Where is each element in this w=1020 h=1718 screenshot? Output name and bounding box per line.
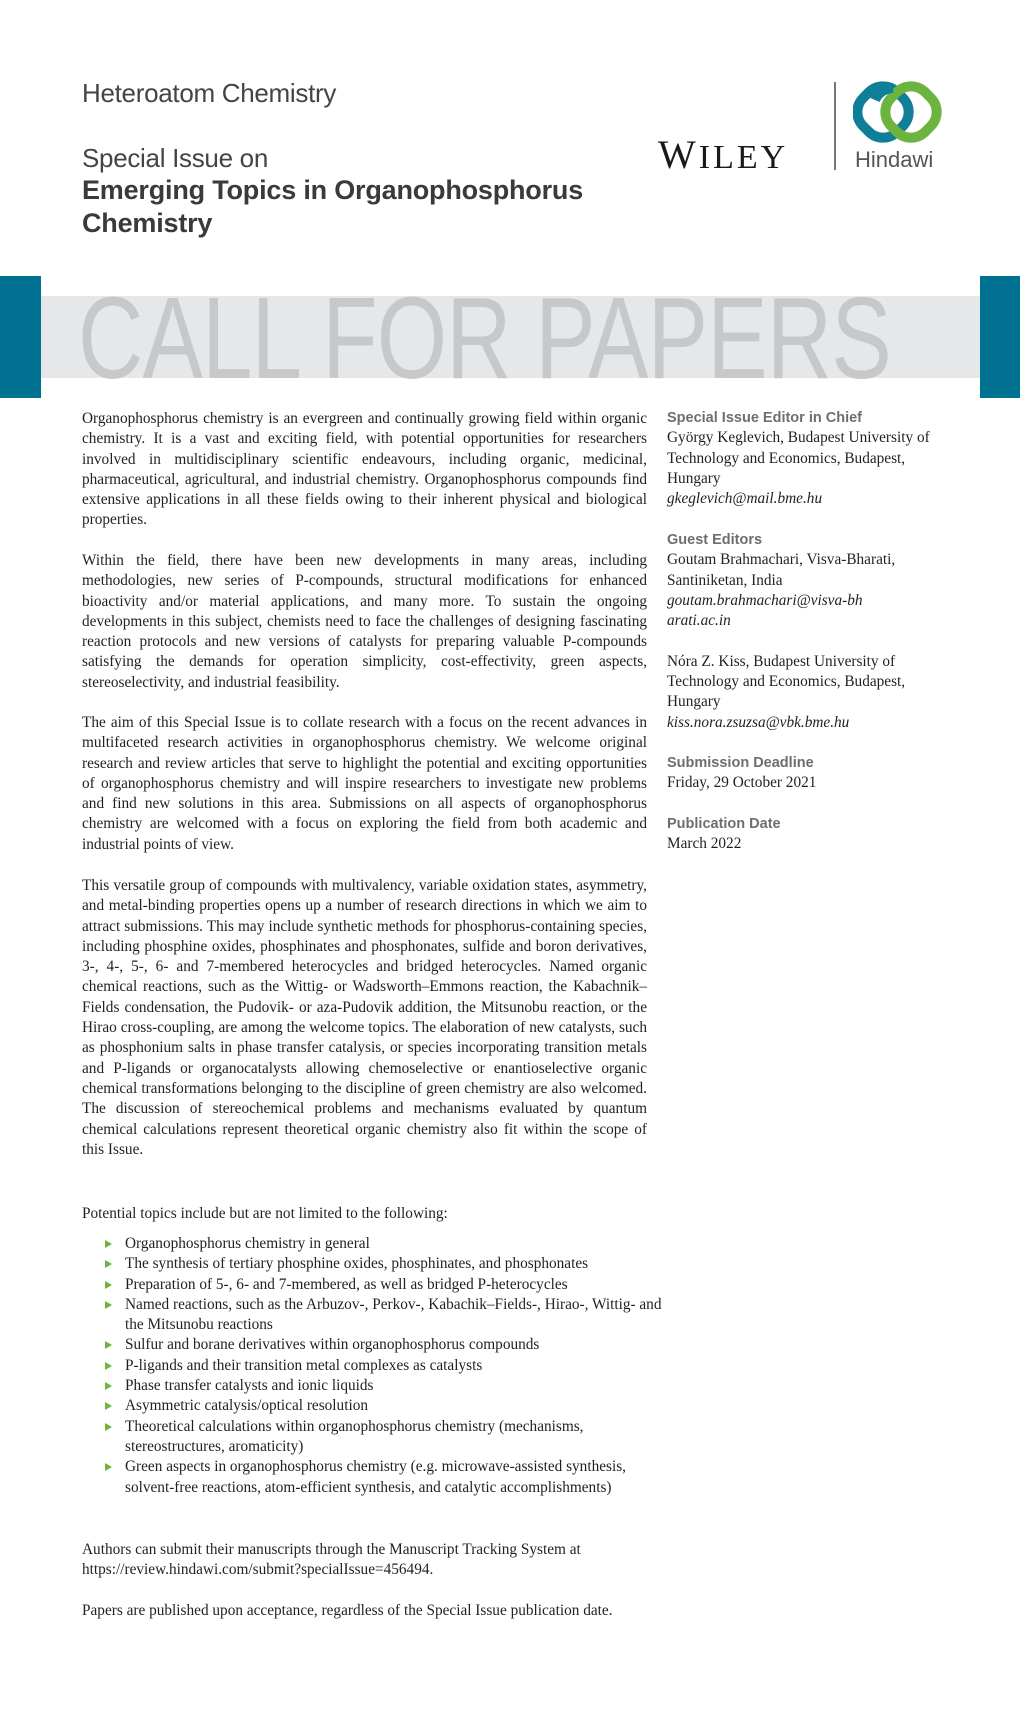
triangle-bullet-icon — [105, 1240, 112, 1248]
topic-text: The synthesis of tertiary phosphine oxides, phosphinates, and phosphonates — [125, 1255, 589, 1273]
list-item — [105, 1396, 665, 1416]
triangle-bullet-icon — [105, 1341, 112, 1349]
triangle-bullet-icon — [105, 1362, 112, 1370]
triangle-bullet-icon — [105, 1463, 112, 1471]
triangle-bullet-icon — [105, 1402, 112, 1410]
triangle-bullet-icon — [105, 1301, 112, 1309]
aim-paragraph: The aim of this Special Issue is to collate research with a focus on the recent advances in multifaceted research activities in organophosphorus chemistry. We welcome original research and review articles that serve to highlight the potential and exciting opportunities of organophosphorus chemistry and will inspire researchers to investigate new problems and find new solutions in this area. Submissions on all aspects of organophosphorus chemistry are welcomed with a focus on exploring the field from both academic and industrial points of view. — [82, 714, 647, 853]
submission-instructions: Authors can submit their manuscripts through the Manuscript Tracking System at https://review.hindawi.com/submit?specialIssue=456494. — [82, 1541, 581, 1579]
wiley-logo: WILEY — [658, 132, 789, 177]
triangle-bullet-icon — [105, 1382, 112, 1390]
editor-affiliation: Nóra Z. Kiss, Budapest University of Technology and Economics, Budapest, Hungary — [667, 652, 906, 711]
intro-paragraph: Organophosphorus chemistry is an evergreen and continually growing field within organic chemistry. It is a vast and exciting field, with potential opportunities for researchers involved in multidisciplinary scientific endeavours, including organic, medicinal, pharmaceutical, agricultural, and industrial chemistry. Organophosphorus compounds find extensive applications in all these fields owing to their inherent physical and biological properties. — [82, 410, 647, 529]
section-heading: Publication Date — [667, 816, 781, 832]
topic-text: Theoretical calculations within organophosphorus chemistry (mechanisms, stereostructures, aromaticity) — [125, 1417, 584, 1455]
topic-text: Phase transfer catalysts and ionic liquids — [125, 1377, 374, 1395]
deadline-date: Friday, 29 October 2021 — [667, 774, 817, 792]
section-heading: Special Issue Editor in Chief — [667, 410, 862, 426]
hindawi-rings-icon — [853, 80, 943, 148]
topic-text: Green aspects in organophosphorus chemistry (e.g. microwave-assisted synthesis, solvent-free reactions, atom-efficient synthesis, and catalytic accomplishments) — [125, 1458, 627, 1496]
triangle-bullet-icon — [105, 1260, 112, 1268]
section-heading: Submission Deadline — [667, 755, 814, 771]
logo-divider — [834, 82, 836, 170]
topic-text: Asymmetric catalysis/optical resolution — [125, 1397, 368, 1415]
topics-list — [105, 1234, 665, 1498]
editor-email[interactable]: goutam.brahmachari@visva-bharati.ac.in — [667, 591, 863, 630]
publication-note: Papers are published upon acceptance, regardless of the Special Issue publication date. — [82, 1602, 613, 1619]
scope-paragraph: This versatile group of compounds with multivalency, variable oxidation states, asymmetry, and metal-binding properties opens up a number of research directions in which we aim to attract submissions. This may include synthetic methods for phosphorus-containing species, including phosphine oxides, phosphinates and phosphonates, sulfide and boron derivatives, 3-, 4-, 5-, 6- and 7-membered heterocycles and bridged heterocycles. Named organic chemical reactions, such as the Wittig- or Wadsworth–Emmons reaction, the Kabachnik–Fields condensation, the Pudovik- or aza-Pudovik addition, the Mitsunobu reaction, or the Hirao cross-coupling, are among the welcome topics. The elaboration of new catalysts, such as phosphonium salts in phase transfer catalysis, or species incorporating transition metals and P-ligands or organocatalysts allowing chemoselective or enantioselective organic chemical transformations belonging to the discipline of green chemistry are also welcomed. The discussion of stereochemical problems and mechanisms evaluated by quantum chemical calculations represent theoretical organic chemistry also fit within the scope of this Issue. — [82, 877, 647, 1158]
section-heading: Guest Editors — [667, 532, 763, 548]
list-item — [105, 1275, 665, 1295]
submission-deadline-section — [667, 753, 947, 794]
list-item — [105, 1457, 665, 1498]
editor-email[interactable]: kiss.nora.zsuzsa@vbk.bme.hu — [667, 713, 850, 731]
list-item — [105, 1234, 665, 1254]
publication-date-section — [667, 814, 947, 855]
list-item — [105, 1417, 665, 1458]
developments-paragraph: Within the field, there have been new developments in many areas, including methodologies, new series of P-compounds, structural modifications for enhanced bioactivity and/or material applications, and many more. To sustain the ongoing developments in this subject, chemists need to face the challenges of designing fascinating reaction protocols and new versions of catalysts for preparing valuable P-compounds satisfying the demands for operation simplicity, cost-effectivity, green aspects, stereoselectivity, and industrial feasibility. — [82, 552, 647, 691]
special-issue-title: Emerging Topics in Organophosphorus Chemistry — [82, 175, 584, 238]
banner-right-accent — [980, 276, 1020, 398]
journal-name: Heteroatom Chemistry — [82, 78, 337, 108]
special-issue-label: Special Issue on — [82, 143, 268, 173]
wiley-hindawi-logo — [655, 80, 955, 175]
call-for-papers-banner: CALL FOR PAPERS — [78, 273, 891, 403]
triangle-bullet-icon — [105, 1423, 112, 1431]
list-item — [105, 1254, 665, 1274]
triangle-bullet-icon — [105, 1281, 112, 1289]
editor-affiliation: Goutam Brahmachari, Visva-Bharati, Santiniketan, India — [667, 551, 896, 589]
guest-editors-section — [667, 530, 937, 733]
topic-text: P-ligands and their transition metal complexes as catalysts — [125, 1356, 483, 1374]
topic-text: Sulfur and borane derivatives within organophosphorus compounds — [125, 1336, 540, 1354]
editor-affiliation: György Keglevich, Budapest University of Technology and Economics, Budapest, Hungary — [667, 429, 930, 487]
topic-text: Preparation of 5-, 6- and 7-membered, as well as bridged P-heterocycles — [125, 1275, 568, 1293]
topic-text: Named reactions, such as the Arbuzov-, Perkov-, Kabachik–Fields-, Hirao-, Wittig- and the Mitsunobu reactions — [125, 1295, 662, 1334]
list-item — [105, 1356, 665, 1376]
editor-email[interactable]: gkeglevich@mail.bme.hu — [667, 490, 823, 508]
list-item — [105, 1335, 665, 1355]
topics-intro: Potential topics include but are not limited to the following: — [82, 1205, 448, 1222]
editor-in-chief-section — [667, 408, 947, 509]
banner-left-accent — [0, 276, 41, 398]
list-item — [105, 1376, 665, 1396]
topic-text: Organophosphorus chemistry in general — [125, 1235, 370, 1252]
hindawi-wordmark: Hindawi — [855, 147, 934, 172]
publication-date: March 2022 — [667, 835, 742, 853]
list-item — [105, 1295, 665, 1336]
